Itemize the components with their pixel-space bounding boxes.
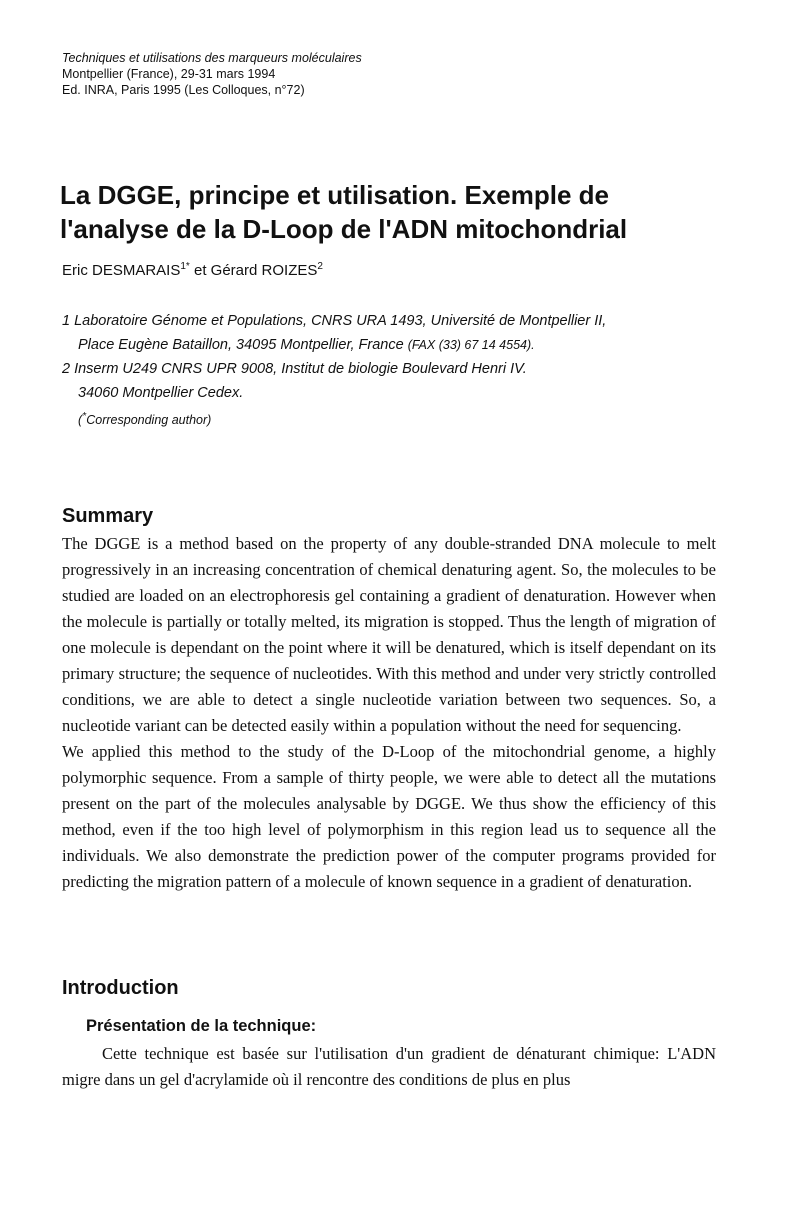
author-2-affiliation-mark: 2 [317, 261, 323, 272]
conference-header [62, 50, 362, 98]
summary-paragraph-1: The DGGE is a method based on the property of any double-stranded DNA molecule to melt progressively in an increasing concentration of chemical denaturing agent. So, the molecules to be studied are loaded on an electrophoresis gel containing a gradient of denaturation. However when the molecule is partially or totally melted, its migration is stopped. Thus the length of migration of one molecule is dependant on the point where it will be denatured, which is itself dependant on its primary structure; the sequence of nucleotides. With this method and under very strictly controlled conditions, we are able to detect a single nucleotide variation between two sequences. So, a nucleotide variant can be detected easily within a population without the need for sequencing. [62, 534, 716, 735]
corresponding-author-note [62, 405, 606, 432]
corr-text: Corresponding author) [86, 413, 212, 428]
introduction-heading: Introduction [62, 977, 179, 999]
summary-body [62, 531, 716, 895]
author-conjunction: et [193, 262, 207, 279]
introduction-paragraph-1: Cette technique est basée sur l'utilisation d'un gradient de dénaturant chimique: L'ADN migre dans un gel d'acrylamide où il rencontre des conditions de plus en plus [62, 1044, 716, 1089]
affiliations [62, 309, 606, 432]
affiliation-2-line-1: 2 Inserm U249 CNRS UPR 9008, Institut de biologie Boulevard Henri IV. [62, 361, 527, 377]
author-list [62, 261, 323, 279]
header-publisher: Ed. INRA, Paris 1995 (Les Colloques, n°72) [62, 83, 305, 97]
summary-paragraph-2: We applied this method to the study of the D-Loop of the mitochondrial genome, a highly polymorphic sequence. From a sample of thirty people, we were able to detect all the mutations present on the part of the molecules analysable by DGGE. We thus show the efficiency of this method, even if the too high level of polymorphism in this region lead us to sequence all the individuals. We also demonstrate the prediction power of the computer programs provided for predicting the migration pattern of a molecule of known sequence in a gradient of denaturation. [62, 742, 716, 891]
affiliation-1-fax: (FAX (33) 67 14 4554). [407, 338, 535, 352]
header-location-date: Montpellier (France), 29-31 mars 1994 [62, 67, 276, 81]
affiliation-2-line-2: 34060 Montpellier Cedex. [78, 385, 244, 401]
affiliation-1-address: Place Eugène Bataillon, 34095 Montpellier, France [78, 337, 404, 353]
corr-star: * [82, 411, 87, 422]
author-1: Eric DESMARAIS [62, 262, 181, 279]
author-2: Gérard ROIZES [210, 262, 318, 279]
affiliation-1-line-1: 1 Laboratoire Génome et Populations, CNRS URA 1493, Université de Montpellier II, [62, 313, 607, 329]
introduction-body [62, 1041, 716, 1093]
technique-subheading: Présentation de la technique: [86, 1017, 317, 1035]
corr-paren: ( [78, 413, 83, 428]
header-series-title: Techniques et utilisations des marqueurs moléculaires [62, 51, 362, 65]
title-line-1: La DGGE, principe et utilisation. Exemple de [60, 180, 610, 210]
paper-title [60, 178, 740, 246]
title-line-2: l'analyse de la D-Loop de l'ADN mitochondrial [60, 214, 628, 244]
summary-heading: Summary [62, 505, 154, 527]
author-1-affiliation-mark: 1* [180, 261, 190, 272]
affiliation-1-line-2 [62, 333, 606, 357]
